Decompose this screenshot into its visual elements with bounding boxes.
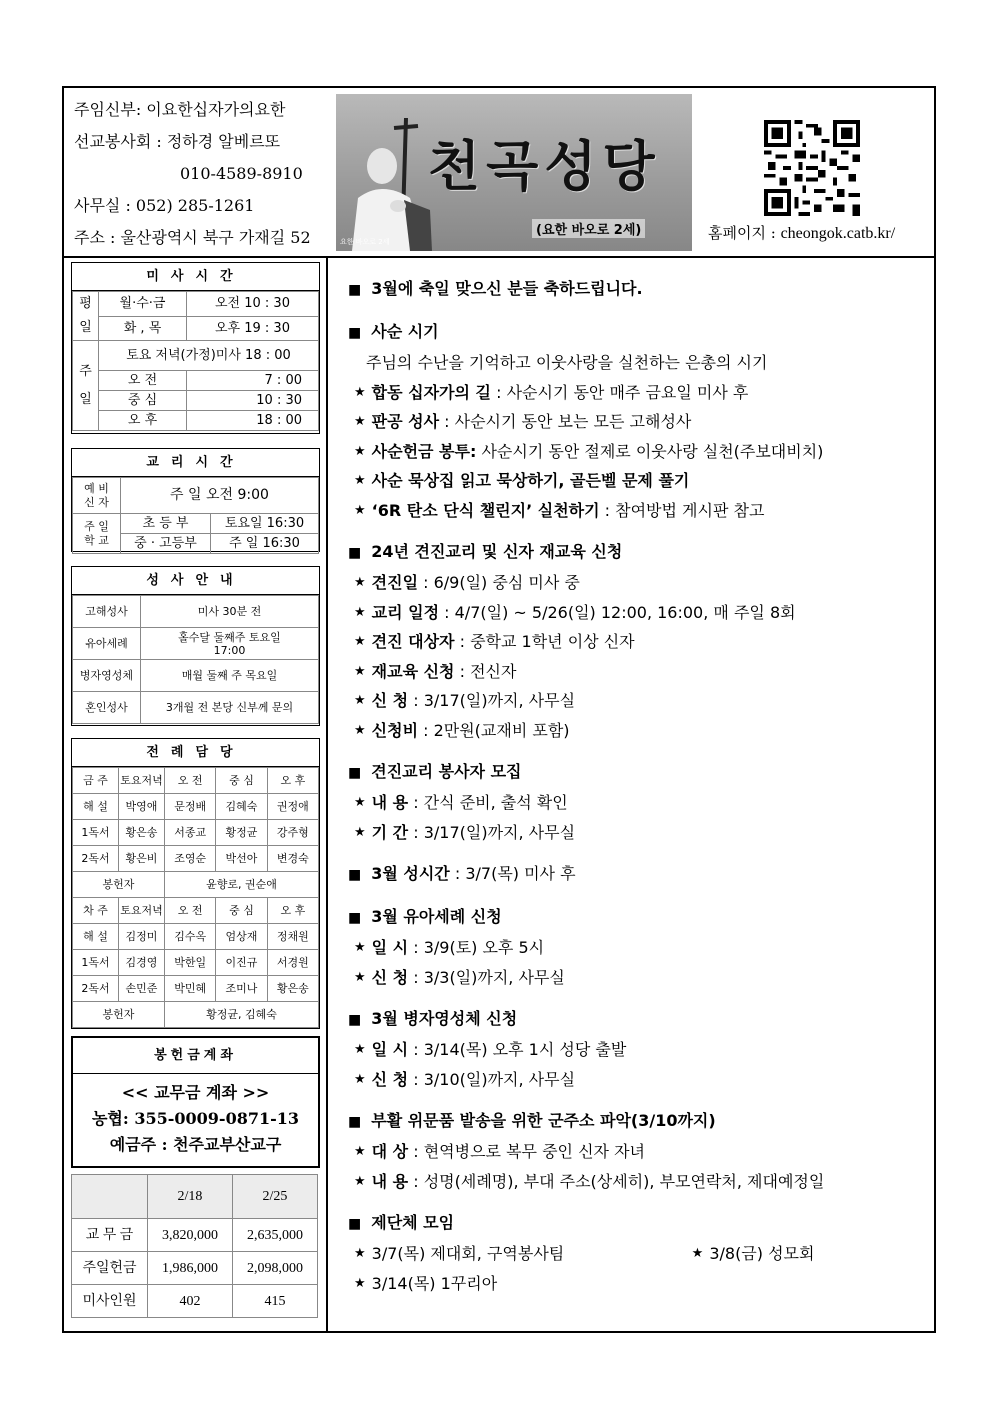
liturgy-col: 중 심	[216, 768, 267, 794]
finance-row: 교 무 금 3,820,000 2,635,000	[72, 1219, 318, 1252]
catechism-title: 교리시간	[72, 449, 319, 477]
pope-photo	[344, 114, 434, 251]
notice-item: ★ 교리 일정 : 4/7(일) ~ 5/26(일) 12:00, 16:00, 매 주일 8회	[354, 602, 796, 622]
homepage-label: 홈페이지 :	[708, 224, 776, 242]
school-grade: 초 등 부	[121, 514, 211, 534]
liturgy-col: 오 전	[165, 898, 216, 924]
weekday-days: 화 , 목	[99, 316, 187, 341]
notice-item: ★ 사순 묵상집 읽고 묵상하기, 골든벨 문제 풀기	[354, 471, 690, 490]
mass-times-table	[72, 291, 319, 431]
weekday-label: 평 일	[73, 292, 99, 341]
sacrament-name: 유아세례	[73, 628, 141, 660]
address-line: 주소 : 울산광역시 북구 가재길 52	[74, 228, 311, 247]
liturgy-row: 해 설 박영애 문정배 김혜숙 권정애	[73, 794, 319, 820]
notice-item: ★ 신 청 : 3/10(일)까지, 사무실	[354, 1069, 576, 1089]
notice-item: ★ 기 간 : 3/17(일)까지, 사무실	[354, 822, 576, 842]
finance-table	[71, 1174, 318, 1318]
notice-desc: 주님의 수난을 기억하고 이웃사랑을 실천하는 은총의 시기	[366, 353, 768, 372]
patron-saint: (요한 바오로 2세)	[532, 219, 645, 238]
sacrament-info: 매월 둘째 주 목요일	[141, 660, 319, 692]
notice-item: ★ 판공 성사 : 사순시기 동안 보는 모든 고해성사	[354, 412, 692, 431]
notice-item: ★ ‘6R 탄소 단식 챌린지’ 실천하기 : 참여방법 게시판 참고	[354, 500, 765, 520]
saturday-mass: 토요 저녁(가정)미사 18 : 00	[99, 341, 319, 371]
liturgy-title: 전례담당	[72, 739, 319, 767]
liturgy-week-label: 차 주	[73, 898, 119, 924]
sunday-school-label: 주 일 학 교	[73, 514, 121, 554]
bulletin-frame	[62, 86, 936, 1333]
sacrament-name: 혼인성사	[73, 692, 141, 724]
finance-date: 2/18	[148, 1175, 233, 1219]
notice-sick-communion: ■ 3월 병자영성체 신청 ★ 일 시 : 3/14(목) 오후 1시 성당 출발 ★ 신 청 : 3/10(일)까지, 사무실	[348, 1004, 938, 1094]
liturgy-week-label: 금 주	[73, 768, 119, 794]
qr-code[interactable]	[764, 120, 860, 216]
liturgy-row: 2독서 손민준 박민혜 조미나 황은송	[73, 976, 319, 1002]
school-time: 토요일 16:30	[211, 514, 319, 534]
liturgy-row: 2독서 황은비 조영순 박선아 변경숙	[73, 846, 319, 872]
liturgy-row: 1독서 황은송 서종교 황정균 강주형	[73, 820, 319, 846]
notice-item: ★ 일 시 : 3/9(토) 오후 5시	[354, 938, 545, 957]
notices-column	[348, 274, 938, 1310]
column-divider	[326, 256, 328, 1333]
homepage-link[interactable]: cheongok.catb.kr/	[780, 225, 896, 242]
offering-account-title: 봉헌금계좌	[73, 1038, 318, 1074]
notice-item: ★ 견진 대상자 : 중학교 1학년 이상 신자	[354, 632, 635, 651]
offertory-label: 봉헌자	[73, 1002, 165, 1028]
sacraments-title: 성사안내	[72, 567, 319, 595]
sacrament-name: 고해성사	[73, 596, 141, 628]
notice-confirmation: ■ 24년 견진교리 및 신자 재교육 신청 ★ 견진일 : 6/9(일) 중심 미사 중 ★ 교리 일정 : 4/7(일) ~ 5/26(일) 12:00, 16:00, 매 주일 8회 ★ 견진 대상자 : 중학교 1학년 이상 신자 ★ 재교육 신청 : 전신자 ★ 신 청 : 3/17(일)까지, 사무실 ★ 신청비 : 2만원(교재비 포함)	[348, 537, 938, 745]
liturgy-col: 오 후	[267, 898, 318, 924]
office-line: 사무실 : 052) 285-1261	[74, 196, 255, 215]
notice-item: ★ 3/7(목) 제대회, 구역봉사팀 ★ 3/8(금) 성모회	[354, 1244, 815, 1263]
sacrament-name: 병자영성체	[73, 660, 141, 692]
liturgy-row: 해 설 김정미 김수옥 엄상재 정채원	[73, 924, 319, 950]
phone-line: 010-4589-8910	[180, 164, 303, 183]
photo-caption: 요한 바오로 2세	[340, 238, 390, 246]
notice-item: ★ 견진일 : 6/9(일) 중심 미사 중	[354, 573, 580, 592]
offering-account-box	[71, 1036, 320, 1168]
parish-info	[74, 94, 311, 254]
sacraments-box	[71, 566, 320, 726]
sunday-label: 주 일	[73, 341, 99, 431]
sacrament-info: 3개월 전 본당 신부께 문의	[141, 692, 319, 724]
notice-item: ★ 신청비 : 2만원(교재비 포함)	[354, 720, 570, 740]
notice-infant-baptism: ■ 3월 유아세례 신청 ★ 일 시 : 3/9(토) 오후 5시 ★ 신 청 : 3/3(일)까지, 사무실	[348, 902, 938, 992]
notice-military: ■ 부활 위문품 발송을 위한 군주소 파악(3/10까지) ★ 대 상 : 현역병으로 복무 중인 신자 자녀 ★ 내 용 : 성명(세례명), 부대 주소(상세히), 부모연락처, 제대예정일	[348, 1106, 938, 1196]
sacrament-info: 미사 30분 전	[141, 596, 319, 628]
school-time: 주 일 16:30	[211, 534, 319, 554]
notice-item: ★ 사순헌금 봉투: 사순시기 동안 절제로 이웃사랑 실천(주보대비치)	[354, 441, 824, 461]
sacrament-info: 홀수달 둘째주 토요일 17:00	[141, 628, 319, 660]
notice-holy-hour: ■ 3월 성시간 : 3/7(목) 미사 후	[348, 864, 576, 883]
sunday-mass-time: 10 : 30	[187, 391, 319, 411]
priest-line: 주임신부: 이요한십자가의요한	[74, 100, 286, 119]
weekday-days: 월·수·금	[99, 292, 187, 317]
offertory-label: 봉헌자	[73, 872, 165, 898]
liturgy-col: 오 후	[267, 768, 318, 794]
liturgy-col: 토요저녁	[119, 768, 165, 794]
notice-item: ★ 재교육 신청 : 전신자	[354, 661, 517, 681]
notice-item: ★ 일 시 : 3/14(목) 오후 1시 성당 출발	[354, 1040, 627, 1059]
notice-item: ★ 내 용 : 간식 준비, 출석 확인	[354, 793, 568, 812]
liturgy-box	[71, 738, 320, 1029]
notice-item: ★ 대 상 : 현역병으로 복무 중인 신자 자녀	[354, 1142, 645, 1161]
finance-row: 미사인원 402 415	[72, 1285, 318, 1318]
notice-item: ★ 신 청 : 3/17(일)까지, 사무실	[354, 691, 576, 710]
liturgy-table	[72, 767, 319, 1028]
liturgy-col: 중 심	[216, 898, 267, 924]
sacraments-table	[72, 595, 319, 724]
sunday-mass-time: 18 : 00	[187, 411, 319, 431]
council-line: 선교봉사회 : 정하경 알베르또	[74, 132, 281, 151]
finance-corner	[72, 1175, 148, 1219]
weekday-time: 오전 10 : 30	[187, 292, 319, 317]
sunday-mass-label: 오 전	[99, 371, 187, 391]
offertory-names: 윤향로, 권순애	[165, 872, 319, 898]
church-name: 천곡성당	[428, 134, 661, 198]
liturgy-col: 오 전	[165, 768, 216, 794]
finance-box	[71, 1174, 318, 1317]
account-holder: 예금주 : 천주교부산교구	[109, 1135, 282, 1154]
sunday-mass-label: 중 심	[99, 391, 187, 411]
notice-groups: ■ 제단체 모임 ★ 3/7(목) 제대회, 구역봉사팀 ★ 3/8(금) 성모회 ★ 3/14(목) 1꾸리아	[348, 1208, 938, 1298]
offertory-names: 황정균, 김혜숙	[165, 1002, 319, 1028]
notice-item: ★ 신 청 : 3/3(일)까지, 사무실	[354, 967, 565, 987]
notice-item: ★ 3/14(목) 1꾸리아	[354, 1273, 498, 1293]
catechism-box	[71, 448, 320, 552]
mass-times-box	[71, 262, 320, 434]
notice-item: ★ 합동 십자가의 길 : 사순시기 동안 매주 금요일 미사 후	[354, 382, 749, 402]
catechumen-time: 주 일 오전 9:00	[121, 478, 319, 514]
bulletin-header	[64, 88, 934, 258]
sunday-mass-label: 오 후	[99, 411, 187, 431]
notice-volunteers: ■ 견진교리 봉사자 모집 ★ 내 용 : 간식 준비, 출석 확인 ★ 기 간 : 3/17(일)까지, 사무실	[348, 757, 938, 847]
church-banner	[336, 94, 692, 251]
notice-lent: ■ 사순 시기 주님의 수난을 기억하고 이웃사랑을 실천하는 은총의 시기 ★ 합동 십자가의 길 : 사순시기 동안 매주 금요일 미사 후 ★ 판공 성사 : 사순시기 동안 보는 모든 고해성사 ★ 사순헌금 봉투: 사순시기 동안 절제로 이웃사랑 실천(주보대비치) ★ 사순 묵상집 읽고 묵상하기, 골든벨 문제 풀기 ★ ‘6R 탄소 단식 챌린지’ 실천하기 : 참여방법 게시판 참고	[348, 317, 938, 525]
catechumen-label: 예 비 신 자	[73, 478, 121, 514]
school-grade: 중 · 고등부	[121, 534, 211, 554]
finance-row: 주일헌금 1,986,000 2,098,000	[72, 1252, 318, 1285]
notice-item: ★ 내 용 : 성명(세례명), 부대 주소(상세히), 부모연락처, 제대예정일	[354, 1171, 825, 1191]
liturgy-row: 1독서 김경영 박한일 이진규 서경원	[73, 950, 319, 976]
homepage	[708, 222, 895, 243]
bank-account: 농협: 355-0009-0871-13	[91, 1109, 300, 1128]
weekday-time: 오후 19 : 30	[187, 316, 319, 341]
catechism-table	[72, 477, 319, 554]
mass-times-title: 미사시간	[72, 263, 319, 291]
notice-feast: ■ 3월에 축일 맞으신 분들 축하드립니다.	[348, 279, 643, 298]
finance-date: 2/25	[233, 1175, 318, 1219]
liturgy-col: 토요저녁	[119, 898, 165, 924]
sunday-mass-time: 7 : 00	[187, 371, 319, 391]
account-subtitle: << 교무금 계좌 >>	[121, 1083, 270, 1102]
